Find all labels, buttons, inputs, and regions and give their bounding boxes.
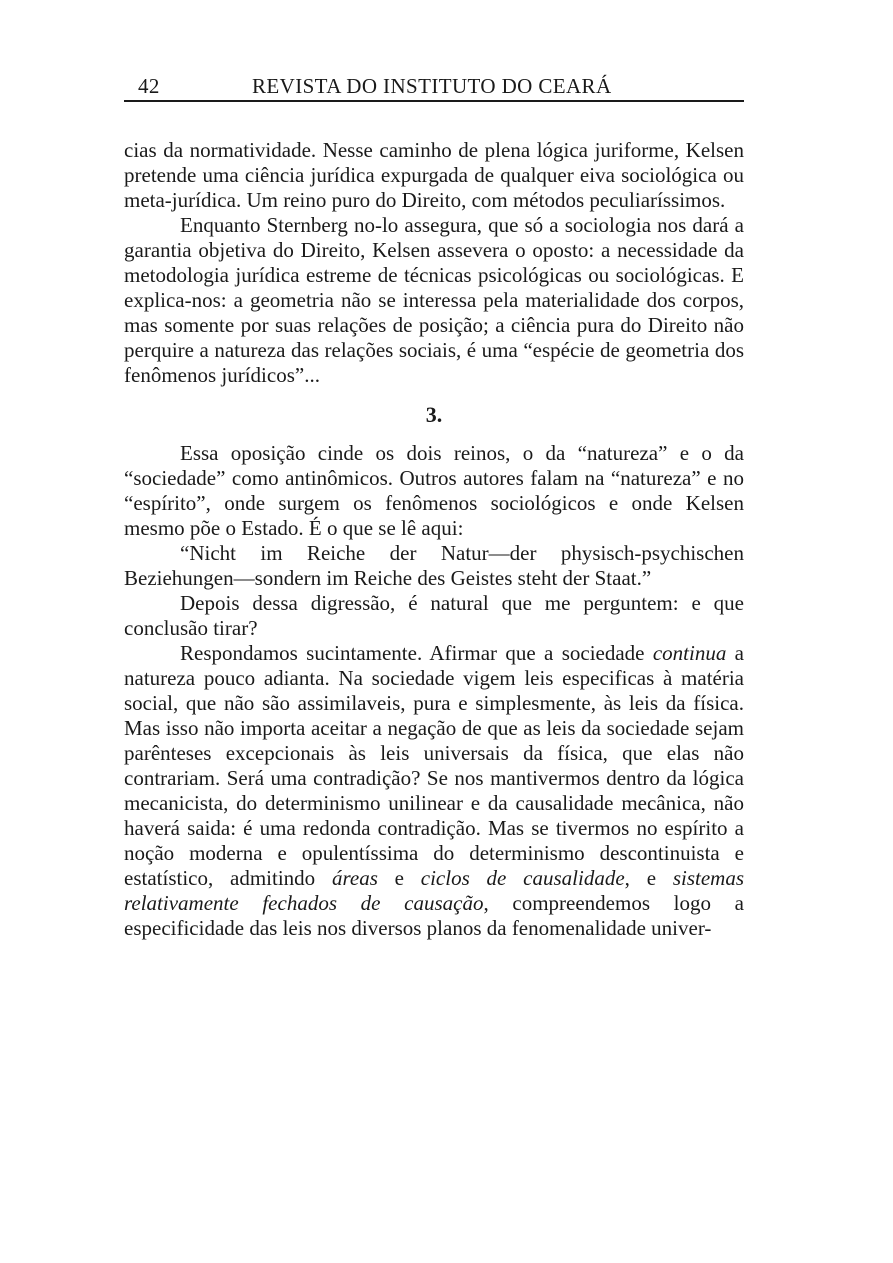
page-number: 42 [138,74,160,98]
paragraph: Enquanto Sternberg no-lo assegura, que só a sociologia nos dará a garantia objetiva do Direito, Kelsen assevera o oposto: a necessidade da metodologia jurídica estreme de técnicas psicológicas ou sociológicas. E explica-nos: a geometria não se interessa pela materialidade dos corpos, mas somente por suas relações de posição; a ciência pura do Direito não perquire a natureza das relações sociais, é uma “espécie de geometria dos fenômenos jurídicos”... [124,213,744,387]
emphasis: áreas [331,866,378,890]
text-run: , compreendemos logo a especificidade das leis nos diversos planos da fenomenalidade univer- [124,891,744,940]
emphasis: sistemas relativamente fechados de causação [124,866,744,915]
body-text [124,138,744,941]
paragraph: Depois dessa digressão, é natural que me perguntem: e que conclusão tirar? [124,591,744,640]
text-run: a natureza pouco adianta. Na sociedade vigem leis especificas à matéria social, que não são assimilaveis, pura e simplesmente, às leis da física. Mas isso não importa aceitar a negação de que as leis da sociedade sejam parênteses excepcionais às leis universais da física, que elas não contrariam. Será uma contradição? Se nos mantivermos dentro da lógica mecanicista, do determinismo unilinear e da causalidade mecânica, não haverá saida: é uma redonda contradição. Mas se tivermos no espírito a noção moderna e opulentíssima do determinismo descontinuista e estatístico, admitindo [124,641,744,890]
emphasis: ciclos de causalidade [420,866,625,890]
paragraph: Essa oposição cinde os dois reinos, o da “natureza” e o da “sociedade” como antinômicos. Outros autores falam na “natureza” e no “espírito”, onde surgem os fenômenos sociológicos e onde Kelsen mesmo põe o Estado. É o que se lê aqui: [124,441,744,540]
quotation: “Nicht im Reiche der Natur—der physisch-psychischen Beziehungen—sondern im Reiche des Geistes steht der Staat.” [124,541,744,590]
section-number: 3. [425,402,443,427]
emphasis: continua [652,641,727,665]
text-run: Respondamos sucintamente. Afirmar que a sociedade [180,641,653,665]
page-header [124,72,744,102]
paragraph: cias da normatividade. Nesse caminho de plena lógica juriforme, Kelsen pretende uma ciência jurídica expurgada de qualquer eiva sociológica ou meta-jurídica. Um reino puro do Direito, com métodos peculiaríssimos. [124,138,744,212]
paragraph [124,641,744,941]
running-title: REVISTA DO INSTITUTO DO CEARÁ [252,74,612,98]
text-run: e [377,866,421,890]
text-run: , e [624,866,673,890]
document-page [124,72,744,941]
